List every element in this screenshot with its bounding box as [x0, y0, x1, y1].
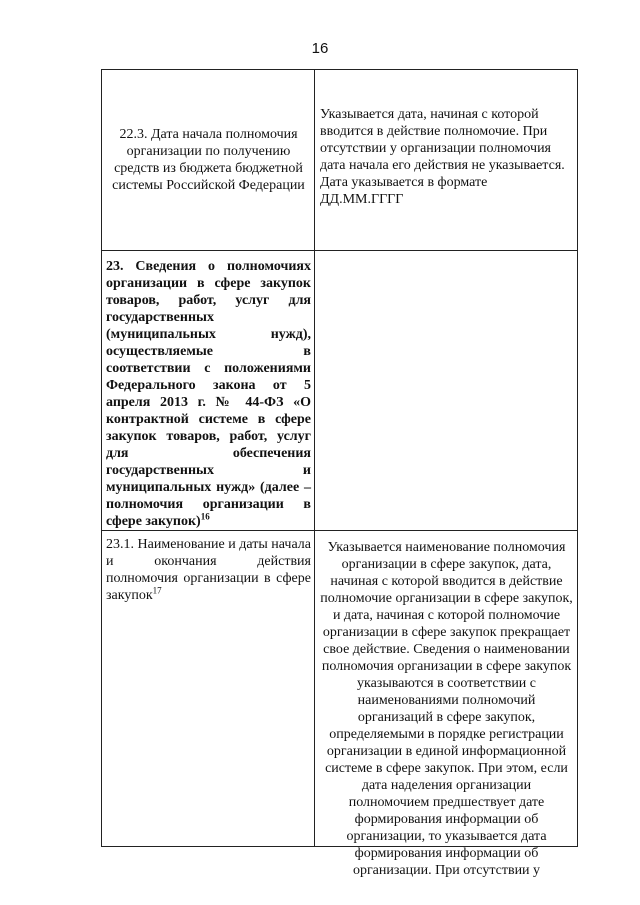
section-23-text: 23. Сведения о полномочиях организации в сфере закупок товаров, работ, услуг для государственных (муниципальных нужд), осуществляемые в соответствии с положениями Федерального закона от 5 апреля 2013 г. № 44-ФЗ «О контрактной системе в сфере закупок товаров, работ, услуг для обеспечения государственных и муниципальных нужд» (далее – полномочия организации в сфере закупок)	[106, 259, 311, 529]
item-23-1-text: 23.1. Наименование и даты начала и окончания действия полномочия организации в сфере закупок	[106, 537, 311, 603]
item-23-1-description: Указывается наименование полномочия организации в сфере закупок, дата, начиная с которой вводится в действие полномочие организации в сфере закупок, и дата, начиная с которой полномочие организации в сфере закупок прекращает свое действие. Сведения о наименовании полномочия организации в сфере закупок указываются в соответствии с наименованиями полномочий организаций в сфере закупок, определяемыми в порядке регистрации организации в единой информационной системе в сфере закупок. При этом, если дата наделения организации полномочием предшествует дате формирования информации об организации, то указывается дата формирования информации об организации. При отсутствии у	[320, 540, 573, 878]
item-23-1-title	[102, 531, 314, 604]
table-row	[102, 251, 578, 531]
right-cell	[315, 531, 578, 878]
footnote-ref: 17	[152, 585, 162, 596]
left-cell	[102, 531, 315, 847]
document-table	[101, 69, 578, 878]
item-22-3-description: Указывается дата, начиная с которой вводится в действие полномочие. При отсутствии у организации полномочия дата начала его действия не указывается. Дата указывается в формате ДД.ММ.ГГГГ	[320, 107, 565, 207]
page-number: 16	[311, 40, 329, 57]
footnote-ref: 16	[200, 511, 210, 522]
left-cell	[102, 251, 315, 531]
table-row	[102, 70, 578, 251]
right-cell	[315, 70, 578, 251]
item-22-3-title: 22.3. Дата начала полномочия организации по получению средств из бюджета бюджетной системы Российской Федерации	[112, 127, 305, 193]
section-23-title	[102, 251, 314, 530]
table-row	[102, 531, 578, 847]
right-cell	[315, 251, 578, 531]
left-cell	[102, 70, 315, 251]
